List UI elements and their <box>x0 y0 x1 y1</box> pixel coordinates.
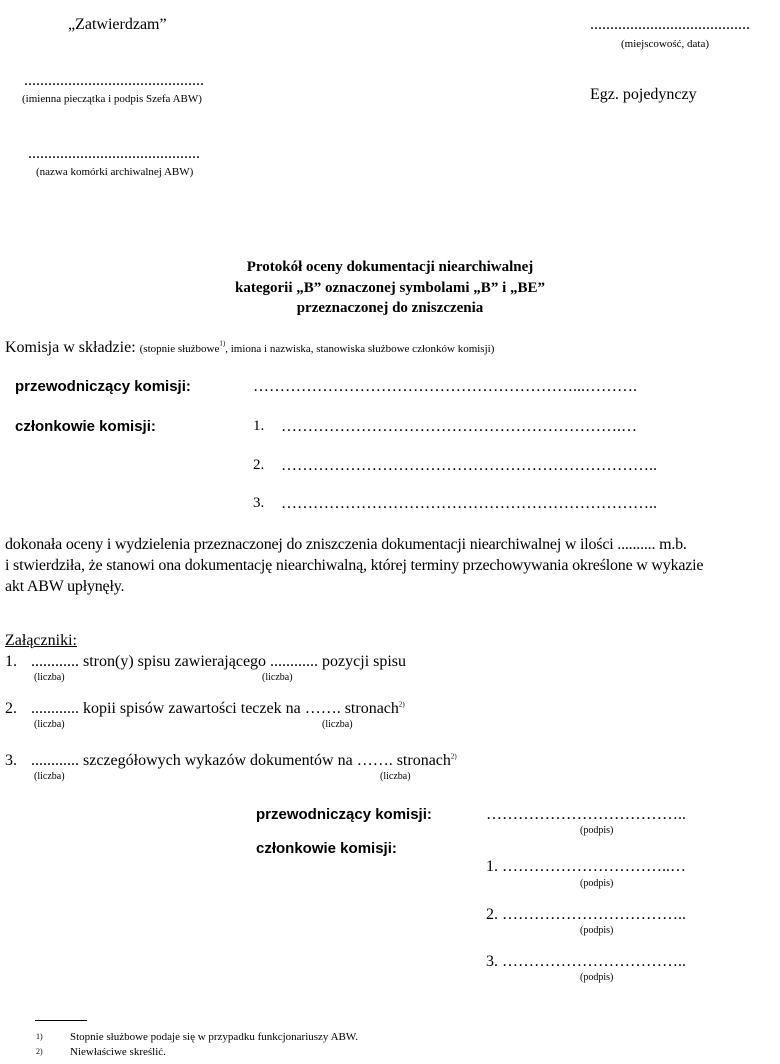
place-date-dots[interactable]: ........................................ <box>590 16 750 33</box>
stamp-caption: (imienna pieczątka i podpis Szefa ABW) <box>22 93 202 105</box>
unit-caption: (nazwa komórki archiwalnej ABW) <box>36 166 194 178</box>
committee-note-a: (stopnie służbowe <box>139 343 220 355</box>
signature-chair-dots[interactable]: ……………………………….. <box>486 806 686 823</box>
attachment-2-hint-1: (liczba) <box>34 719 65 730</box>
signature-member-3-dots[interactable]: …………………………….. <box>502 953 686 970</box>
committee-note-b: , imiona i nazwiska, stanowiska służbowe członków komisji) <box>225 343 495 355</box>
member-1-number: 1. <box>253 418 265 434</box>
signature-member-1-number: 1. <box>486 858 498 875</box>
footnote-ref-2b: 2) <box>450 752 457 761</box>
signature-member-1-caption: (podpis) <box>580 878 614 889</box>
signature-member-2-number: 2. <box>486 906 498 923</box>
footnote-1-text: Stopnie służbowe podaje się w przypadku funkcjonariuszy ABW. <box>70 1031 358 1043</box>
member-1-dots[interactable]: ……………………………………………………….… <box>281 418 637 435</box>
attachment-1-text: ............ stron(y) spisu zawierającego ............ pozycji spisu <box>31 653 407 670</box>
statement-line-2: i stwierdziła, że stanowi ona dokumentację niearchiwalną, której terminy przechowywania określone w wykazie <box>5 557 704 574</box>
attachment-2-hint-2: (liczba) <box>322 719 353 730</box>
committee-intro <box>5 339 494 357</box>
attachment-3-hint-1: (liczba) <box>34 771 65 782</box>
unit-dots[interactable]: ........................................... <box>28 145 200 162</box>
signature-member-3-caption: (podpis) <box>580 972 614 983</box>
signature-members-label: członkowie komisji: <box>256 840 397 857</box>
attachment-1-number: 1. <box>5 653 17 670</box>
attachment-2-text-wrap <box>31 700 405 718</box>
statement-line-1: dokonała oceny i wydzielenia przeznaczonej do zniszczenia dokumentacji niearchiwalnej w ilości .......... m.b. <box>5 536 687 553</box>
title-line-3: przeznaczonej do zniszczenia <box>296 300 484 316</box>
footnote-2-mark: 2) <box>36 1047 43 1056</box>
member-2-dots[interactable]: …………………………………………………………….. <box>281 457 657 474</box>
member-3-number: 3. <box>253 495 265 511</box>
footnote-ref-2a: 2) <box>398 700 405 709</box>
attachments-heading: Załączniki: <box>5 632 77 649</box>
footnote-2-text: Niewłaściwe skreślić. <box>70 1046 166 1058</box>
member-3-dots[interactable]: …………………………………………………………….. <box>281 495 657 512</box>
signature-member-3-number: 3. <box>486 953 498 970</box>
statement-paragraph <box>5 534 777 597</box>
statement-line-3: akt ABW upłynęły. <box>5 578 125 595</box>
attachment-2-number: 2. <box>5 700 17 717</box>
copy-label: Egz. pojedynczy <box>590 86 697 103</box>
signature-chair-label: przewodniczący komisji: <box>256 806 432 823</box>
footnote-divider <box>35 1020 87 1021</box>
attachment-3-number: 3. <box>5 752 17 769</box>
chair-label: przewodniczący komisji: <box>15 378 191 395</box>
title-line-2: kategorii „B” oznaczonej symbolami „B” i „BE” <box>235 280 545 296</box>
attachment-3-hint-2: (liczba) <box>380 771 411 782</box>
attachment-1-hint-1: (liczba) <box>34 672 65 683</box>
approve-label: „Zatwierdzam” <box>68 16 167 33</box>
attachment-3-text-wrap <box>31 752 457 770</box>
member-2-number: 2. <box>253 457 265 473</box>
footnote-ref-1: 1) <box>219 339 226 348</box>
title-line-1: Protokół oceny dokumentacji niearchiwalnej <box>246 259 534 275</box>
place-date-caption: (miejscowość, data) <box>621 38 709 50</box>
chair-dots[interactable]: ……………………………………………………...………. <box>253 378 637 395</box>
committee-intro-label: Komisja w składzie: <box>5 339 136 356</box>
footnote-1-mark: 1) <box>36 1032 43 1041</box>
attachment-1-hint-2: (liczba) <box>262 672 293 683</box>
members-label: członkowie komisji: <box>15 418 156 435</box>
signature-member-1-dots[interactable]: …………………………..… <box>502 858 686 875</box>
attachment-3-text: ............ szczegółowych wykazów dokumentów na ……. stronach <box>31 752 451 769</box>
stamp-dots[interactable]: ............................................. <box>24 72 204 89</box>
signature-member-2-dots[interactable]: …………………………….. <box>502 906 686 923</box>
signature-chair-caption: (podpis) <box>580 825 614 836</box>
signature-member-2-caption: (podpis) <box>580 925 614 936</box>
attachment-2-text: ............ kopii spisów zawartości teczek na ……. stronach <box>31 700 399 717</box>
